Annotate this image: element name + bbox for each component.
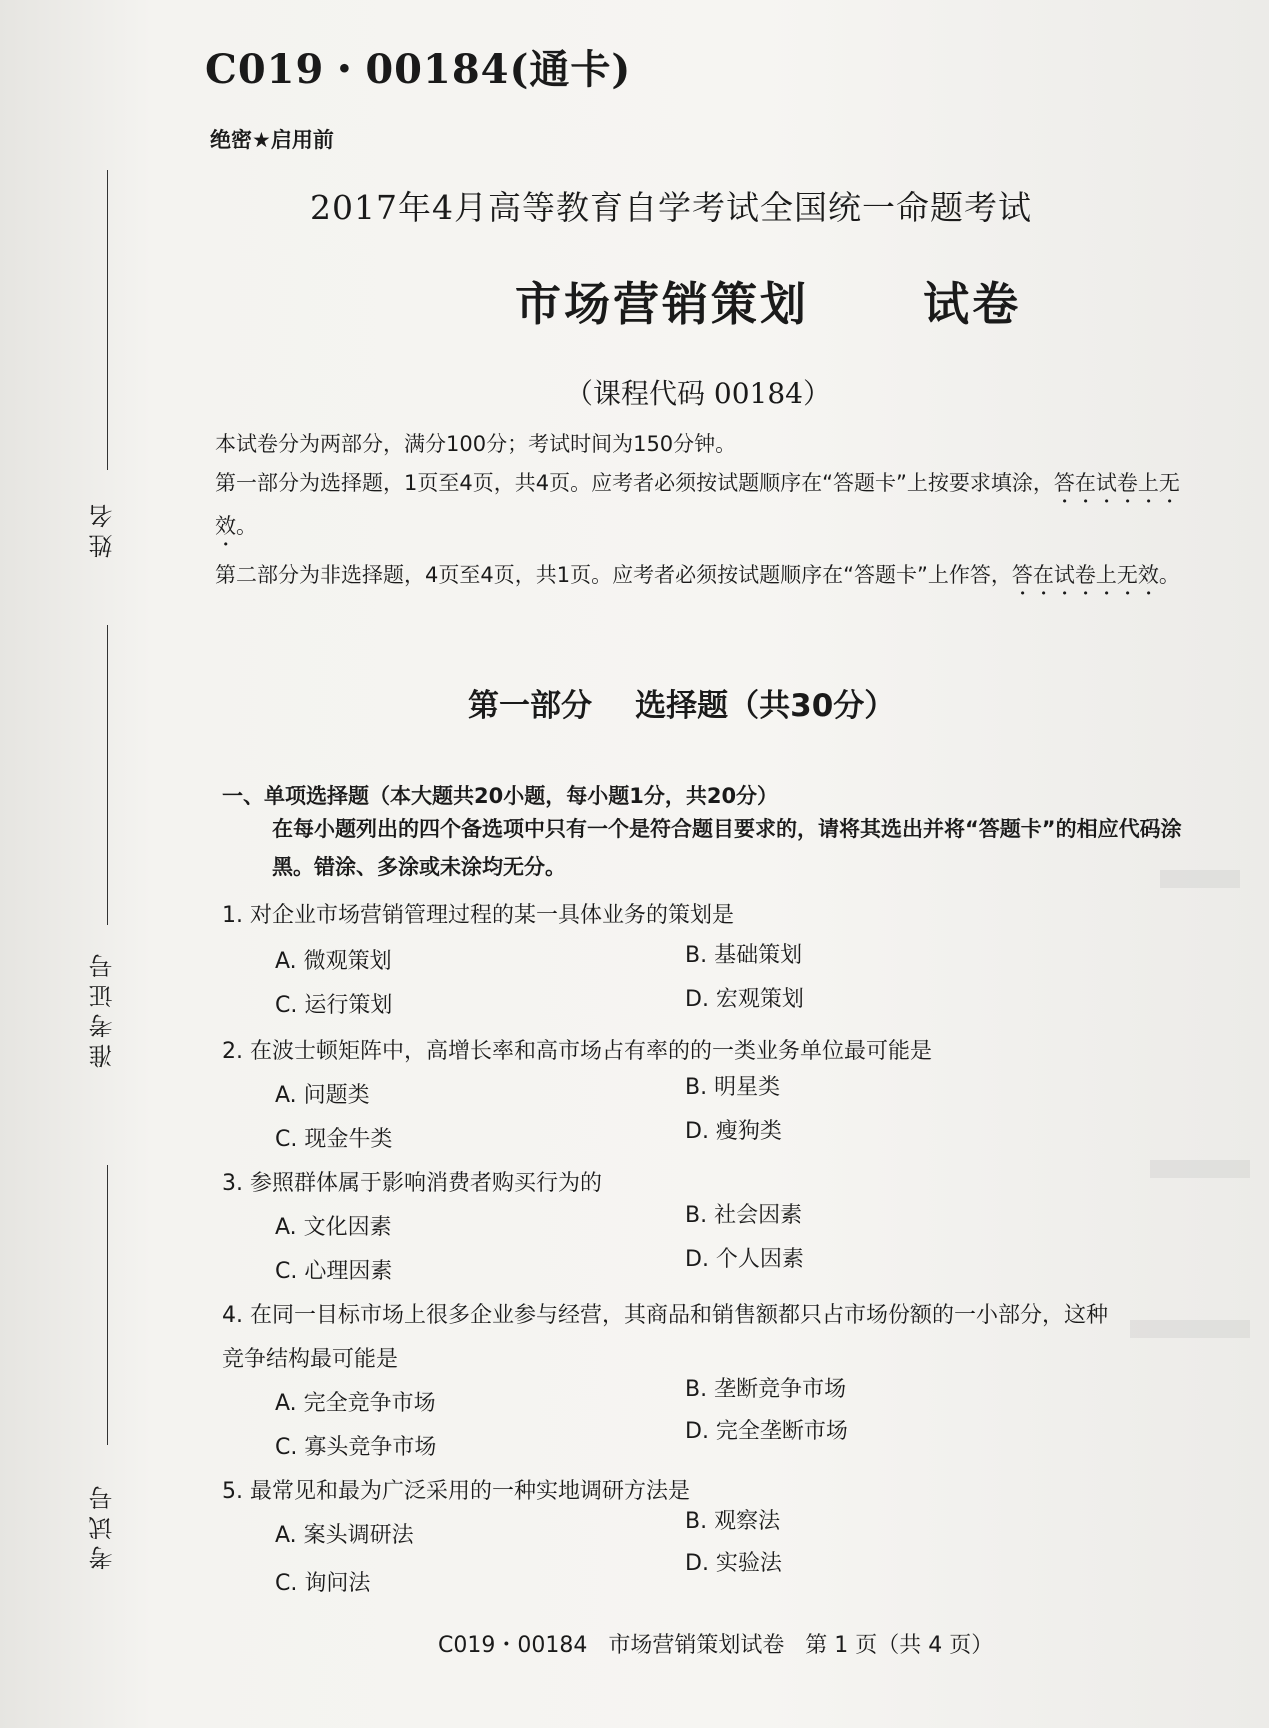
paper-code: C019・00184(通卡) [205,46,632,93]
side-label-ticket: 准考证号 [89,948,117,1068]
side-line-top [107,170,108,470]
option-a: A. 微观策划 [275,949,392,974]
question-stem: 3. 参照群体属于影响消费者购买行为的 [222,1171,602,1196]
option-a: A. 问题类 [275,1083,370,1108]
option-b: B. 社会因素 [685,1203,803,1228]
option-b: B. 明星类 [685,1075,781,1100]
bleed-through-mark [1150,1160,1250,1178]
option-a: A. 案头调研法 [275,1523,414,1548]
instruction: 在每小题列出的四个备选项中只有一个是符合题目要求的，请将其选出并将“答题卡”的相应代码涂黑。错涂、多涂或未涂均无分。 [272,817,1182,879]
question-stem: 2. 在波士顿矩阵中，高增长率和高市场占有率的的一类业务单位最可能是 [222,1039,932,1064]
intro-para-2 [215,465,1215,551]
page-footer: C019・00184 市场营销策划试卷 第 1 页（共 4 页） [438,1633,994,1658]
intro-para-2-text: 第一部分为选择题，1页至4页，共4页。应考者必须按试题顺序在“答题卡”上按要求填涂， [215,471,1054,495]
question-stem-cont: 竞争结构最可能是 [222,1347,399,1372]
option-d: D. 宏观策划 [685,987,804,1012]
section-title: 第一部分 选择题（共30分） [468,688,896,724]
exam-title: 2017年4月高等教育自学考试全国统一命题考试 [310,188,1032,227]
bleed-through-mark [1130,1320,1250,1338]
side-label-exam-no: 考试号 [89,1480,117,1570]
option-c: C. 询问法 [275,1571,371,1596]
question-stem: 5. 最常见和最为广泛采用的一种实地调研方法是 [222,1479,690,1504]
option-b: B. 垄断竞争市场 [685,1377,847,1402]
side-line-2 [107,625,108,925]
paper-title: 市场营销策划 试卷 [515,277,1022,331]
confidential-label: 绝密★启用前 [210,128,334,152]
course-code: （课程代码 00184） [565,377,831,410]
option-a: A. 完全竞争市场 [275,1391,436,1416]
option-c: C. 现金牛类 [275,1127,393,1152]
option-d: D. 个人因素 [685,1247,804,1272]
question-stem: 4. 在同一目标市场上很多企业参与经营，其商品和销售额都只占市场份额的一小部分，这种 [222,1303,1108,1328]
sub-heading: 一、单项选择题（本大题共20小题，每小题1分，共20分） [222,784,779,808]
intro-para-3-end: 。 [1158,563,1180,587]
intro-para-3 [215,557,1215,600]
option-c: C. 运行策划 [275,993,393,1018]
intro-para-2-end: 。 [236,514,257,538]
option-d: D. 瘦狗类 [685,1119,782,1144]
side-label-name: 姓名 [89,498,117,558]
intro-para-2-emphasis: 答在试卷上无效 [215,471,1180,538]
intro-block [215,426,1215,600]
option-c: C. 心理因素 [275,1259,393,1284]
option-b: B. 观察法 [685,1509,781,1534]
option-a: A. 文化因素 [275,1215,392,1240]
intro-para-3-text: 第二部分为非选择题，4页至4页，共1页。应考者必须按试题顺序在“答题卡”上作答， [215,563,1012,587]
option-d: D. 完全垄断市场 [685,1419,848,1444]
intro-para-3-emphasis: 答在试卷上无效 [1011,563,1159,587]
question-stem: 1. 对企业市场营销管理过程的某一具体业务的策划是 [222,903,734,928]
side-line-3 [107,1165,108,1445]
option-b: B. 基础策划 [685,943,803,968]
intro-line-1: 本试卷分为两部分，满分100分；考试时间为150分钟。 [215,432,737,456]
option-c: C. 寡头竞争市场 [275,1435,437,1460]
option-d: D. 实验法 [685,1551,782,1576]
